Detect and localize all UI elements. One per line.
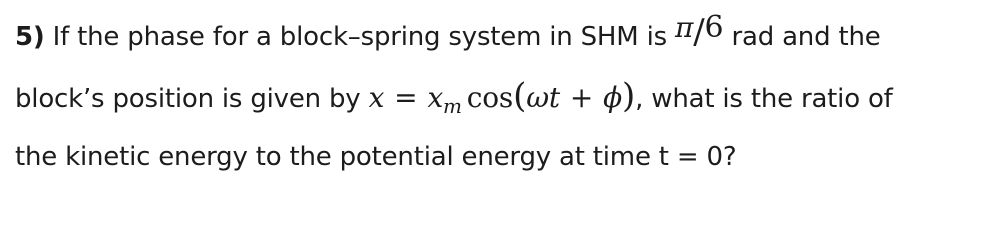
eq-equals: = bbox=[394, 81, 418, 114]
eq-xm-base: x bbox=[427, 81, 444, 114]
question-number: 5) bbox=[15, 22, 45, 52]
eq-phi: ϕ bbox=[603, 81, 623, 114]
question-line-2-start: block’s position is given by bbox=[15, 84, 361, 114]
eq-plus: + bbox=[569, 81, 594, 114]
phase-numerator: π bbox=[675, 11, 694, 44]
eq-x: x bbox=[368, 81, 385, 114]
question-line-3: the kinetic energy to the potential energy at time t = 0? bbox=[15, 142, 737, 172]
eq-xm-sub: m bbox=[443, 94, 462, 118]
phase-denominator: 6 bbox=[704, 10, 724, 45]
question-line-1 bbox=[15, 10, 881, 54]
question-line-1-text: If the phase for a block–spring system in SHM is bbox=[52, 22, 667, 52]
question-line-1-end: rad and the bbox=[731, 22, 881, 52]
position-equation bbox=[368, 76, 636, 118]
eq-close-paren: ) bbox=[622, 76, 636, 116]
eq-t: t bbox=[548, 81, 560, 114]
question-line-2-end: , what is the ratio of bbox=[635, 84, 893, 114]
phase-slash: / bbox=[693, 12, 705, 52]
eq-omega: ω bbox=[526, 81, 549, 114]
eq-open-paren: ( bbox=[513, 76, 527, 116]
phase-fraction bbox=[675, 10, 724, 52]
eq-cos: cos bbox=[466, 81, 514, 114]
question-line-2 bbox=[15, 76, 893, 116]
